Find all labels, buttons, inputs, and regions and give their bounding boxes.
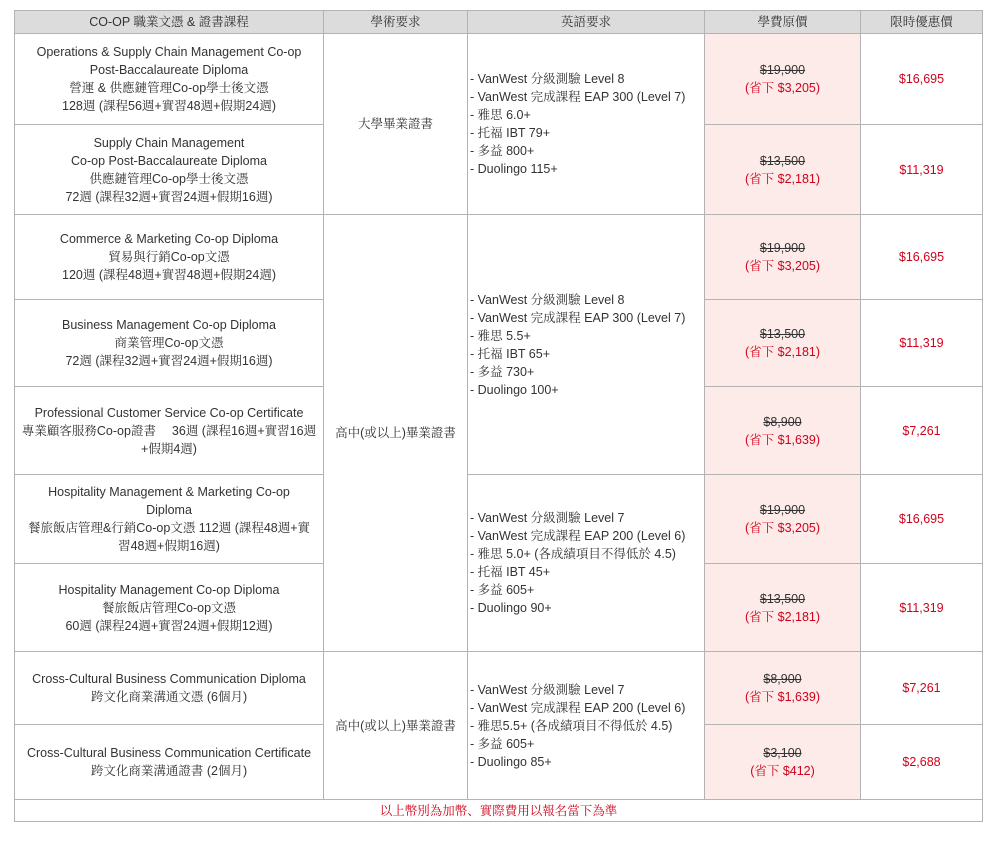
promo-price: $11,319 <box>861 300 983 387</box>
original-price: $19,900 <box>759 503 806 517</box>
footnote-row <box>15 800 983 822</box>
program-name-en: Cross-Cultural Business Communication Certificate <box>26 746 312 760</box>
table-row <box>15 475 983 564</box>
program-cell <box>15 34 324 125</box>
program-name-zh: 貿易與行銷Co-op文憑 <box>108 250 230 264</box>
original-price-cell <box>705 215 861 300</box>
program-duration: 72週 (課程32週+實習24週+假期16週) <box>65 189 273 204</box>
original-price: $3,100 <box>763 746 802 760</box>
program-name-en: Business Management Co-op Diploma <box>62 318 276 332</box>
academic-requirement: 高中(或以上)畢業證書 <box>324 652 468 800</box>
english-req-line: - Duolingo 115+ <box>470 162 558 176</box>
english-req-line: - Duolingo 100+ <box>470 382 559 397</box>
table-row <box>15 34 983 125</box>
table-row <box>15 652 983 725</box>
english-req-line: - Duolingo 90+ <box>470 601 552 615</box>
savings-amount: (省下 $3,205) <box>744 81 821 95</box>
english-req-line: - 雅思 5.0+ (各成績項目不得低於 4.5) <box>470 547 676 561</box>
english-req-line: - VanWest 完成課程 EAP 200 (Level 6) <box>470 700 686 715</box>
program-duration: 60週 (課程24週+實習24週+假期12週) <box>65 618 273 633</box>
program-name-zh: 供應鏈管理Co-op學士後文憑 <box>89 171 249 186</box>
academic-requirement: 高中(或以上)畢業證書 <box>324 215 468 652</box>
program-cell <box>15 125 324 215</box>
original-price: $19,900 <box>759 63 806 77</box>
savings-amount: (省下 $3,205) <box>744 259 821 273</box>
savings-amount: (省下 $1,639) <box>744 432 821 447</box>
promo-price: $7,261 <box>861 652 983 725</box>
program-duration: 72週 (課程32週+實習24週+假期16週) <box>65 354 273 368</box>
original-price: $13,500 <box>759 327 806 341</box>
savings-amount: (省下 $2,181) <box>744 609 821 624</box>
english-requirement <box>468 652 705 800</box>
english-req-line: - Duolingo 85+ <box>470 754 552 769</box>
original-price-cell <box>705 725 861 800</box>
program-name-zh: 營運 & 供應鏈管理Co-op學士後文憑 <box>69 81 269 95</box>
savings-amount: (省下 $2,181) <box>744 345 821 359</box>
program-duration: 128週 (課程56週+實習48週+假期24週) <box>62 99 276 113</box>
program-name-en: Supply Chain Management <box>93 135 245 150</box>
promo-price: $11,319 <box>861 125 983 215</box>
program-name-en: Hospitality Management & Marketing Co-op <box>48 485 290 499</box>
original-price: $8,900 <box>763 414 802 429</box>
english-req-line: - VanWest 分級測驗 Level 8 <box>470 72 625 86</box>
promo-price: $16,695 <box>861 475 983 564</box>
course-price-table <box>14 10 983 822</box>
table-row <box>15 215 983 300</box>
english-req-line: - 多益 605+ <box>470 736 535 751</box>
program-duration: 120週 (課程48週+實習48週+假期24週) <box>62 268 276 282</box>
english-req-line: - 托福 IBT 79+ <box>470 126 551 140</box>
currency-footnote: 以上幣別為加幣、實際費用以報名當下為準 <box>15 800 983 822</box>
program-name-en: Cross-Cultural Business Communication Diploma <box>32 672 306 686</box>
program-name-en: Operations & Supply Chain Management Co-op <box>36 45 302 59</box>
program-name-zh: 餐旅飯店管理Co-op文憑 <box>101 600 237 615</box>
program-duration: +假期4週) <box>141 441 197 456</box>
program-cell <box>15 300 324 387</box>
english-req-line: - 雅思5.5+ (各成績項目不得低於 4.5) <box>470 718 673 733</box>
promo-price: $7,261 <box>861 387 983 475</box>
english-requirement <box>468 34 705 215</box>
original-price-cell <box>705 475 861 564</box>
english-req-line: - 雅思 6.0+ <box>470 108 531 122</box>
english-req-line: - 托福 IBT 45+ <box>470 565 551 579</box>
promo-price: $16,695 <box>861 215 983 300</box>
program-cell <box>15 652 324 725</box>
english-req-line: - 多益 730+ <box>470 364 535 379</box>
program-name-en: Hospitality Management Co-op Diploma <box>58 582 280 597</box>
english-req-line: - VanWest 完成課程 EAP 200 (Level 6) <box>470 529 686 543</box>
english-req-line: - VanWest 分級測驗 Level 8 <box>470 292 625 307</box>
program-cell <box>15 725 324 800</box>
header-original-price: 學費原價 <box>705 11 861 34</box>
promo-price: $2,688 <box>861 725 983 800</box>
program-cell <box>15 215 324 300</box>
program-name-en: Commerce & Marketing Co-op Diploma <box>59 232 279 246</box>
program-cell <box>15 475 324 564</box>
savings-amount: (省下 $412) <box>750 764 815 778</box>
program-name-en: Professional Customer Service Co-op Certificate <box>34 405 304 420</box>
program-name-en: Co-op Post-Baccalaureate Diploma <box>71 153 267 168</box>
program-name-zh: 跨文化商業溝通證書 (2個月) <box>90 764 248 778</box>
header-english: 英語要求 <box>468 11 705 34</box>
original-price-cell <box>705 387 861 475</box>
original-price: $8,900 <box>763 672 802 686</box>
original-price-cell <box>705 652 861 725</box>
program-duration: 習48週+假期16週) <box>118 539 220 553</box>
table-header-row <box>15 11 983 34</box>
english-req-line: - VanWest 分級測驗 Level 7 <box>470 682 625 697</box>
english-req-line: - VanWest 分級測驗 Level 7 <box>470 511 625 525</box>
header-promo-price: 限時優惠價 <box>861 11 983 34</box>
english-req-line: - 托福 IBT 65+ <box>470 346 551 361</box>
program-name-zh: 商業管理Co-op文憑 <box>114 336 224 350</box>
program-name-zh: 專業顧客服務Co-op證書 36週 (課程16週+實習16週 <box>21 423 317 438</box>
original-price: $13,500 <box>759 591 806 606</box>
program-name-en: Post-Baccalaureate Diploma <box>89 63 249 77</box>
savings-amount: (省下 $2,181) <box>744 171 821 186</box>
header-program: CO-OP 職業文憑 & 證書課程 <box>15 11 324 34</box>
program-name-zh: 餐旅飯店管理&行銷Co-op文憑 112週 (課程48週+實 <box>27 521 311 535</box>
promo-price: $11,319 <box>861 564 983 652</box>
english-req-line: - VanWest 完成課程 EAP 300 (Level 7) <box>470 90 686 104</box>
original-price: $19,900 <box>759 241 806 255</box>
english-req-line: - VanWest 完成課程 EAP 300 (Level 7) <box>470 310 686 325</box>
academic-requirement: 大學畢業證書 <box>324 34 468 215</box>
english-req-line: - 多益 605+ <box>470 583 535 597</box>
savings-amount: (省下 $1,639) <box>744 690 821 704</box>
original-price: $13,500 <box>759 153 806 168</box>
program-cell <box>15 387 324 475</box>
original-price-cell <box>705 125 861 215</box>
original-price-cell <box>705 34 861 125</box>
program-name-en: Diploma <box>146 503 192 517</box>
english-requirement <box>468 215 705 475</box>
savings-amount: (省下 $3,205) <box>744 521 821 535</box>
english-req-line: - 多益 800+ <box>470 144 535 158</box>
english-req-line: - 雅思 5.5+ <box>470 328 531 343</box>
header-academic: 學術要求 <box>324 11 468 34</box>
original-price-cell <box>705 300 861 387</box>
english-requirement <box>468 475 705 652</box>
original-price-cell <box>705 564 861 652</box>
promo-price: $16,695 <box>861 34 983 125</box>
program-name-zh: 跨文化商業溝通文憑 (6個月) <box>90 690 248 704</box>
program-cell <box>15 564 324 652</box>
